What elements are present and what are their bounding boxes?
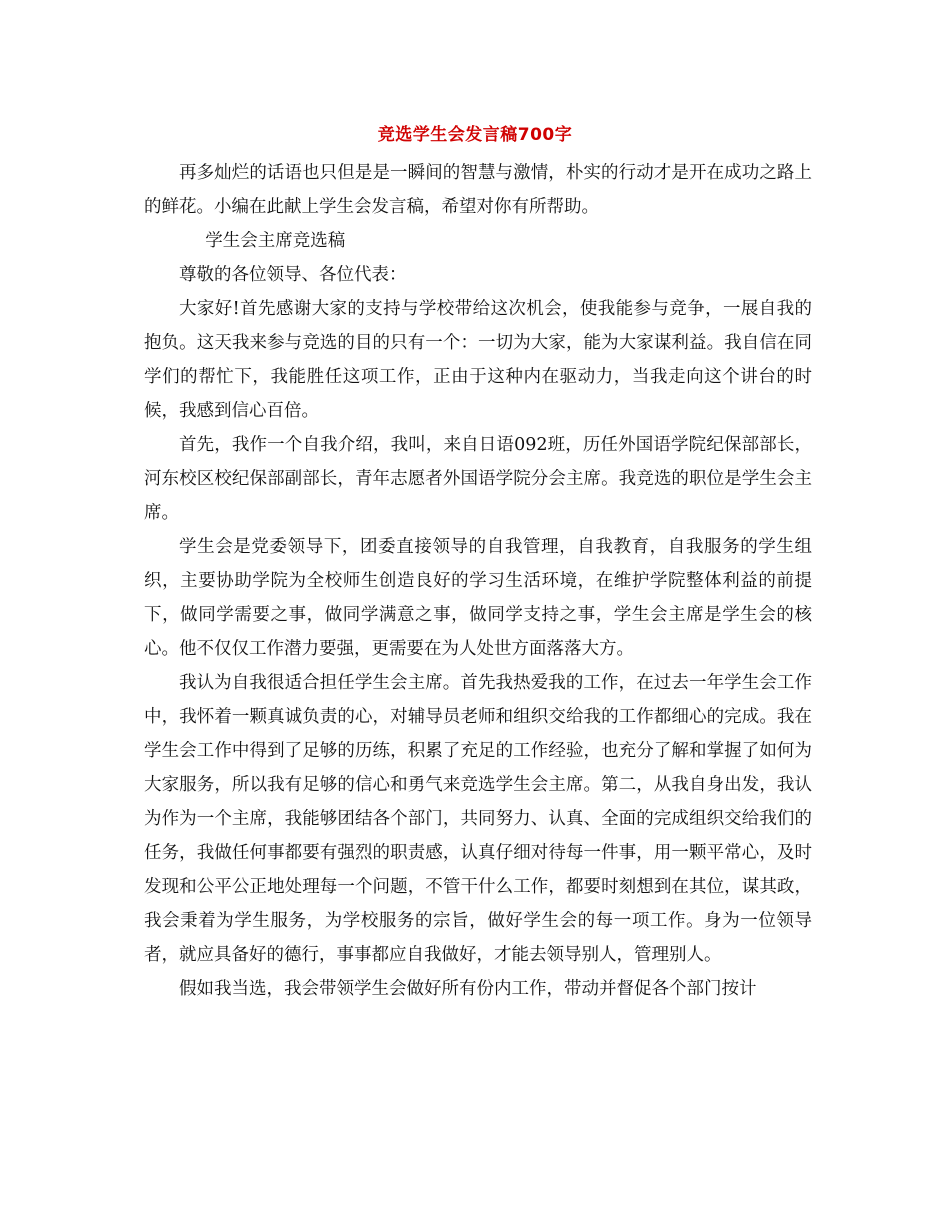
- document-title: 竞选学生会发言稿700字: [377, 125, 573, 145]
- salutation: 尊敬的各位领导、各位代表：: [179, 265, 407, 285]
- body-paragraph-qualification: 我认为自我很适合担任学生会主席。首先我热爱我的工作，在过去一年学生会工作中，我怀着一颗真诚负责的心，对辅导员老师和组织交给我的工作都细心的完成。我在学生会工作中得到了足够的历练，积累了充足的工作经验，也充分了解和掌握了如何为大家服务，所以我有足够的信心和勇气来竞选学生会主席。第二，从我自身出发，我认为作为一个主席，我能够团结各个部门，共同努力、认真、全面的完成组织交给我们的任务，我做任何事都要有强烈的职责感，认真仔细对待每一件事，用一颗平常心，及时发现和公平公正地处理每一个问题，不管干什么工作，都要时刻想到在其位，谋其政，我会秉着为学生服务，为学校服务的宗旨，做好学生会的每一项工作。身为一位领导者，就应具备好的德行，事事都应自我做好，才能去领导别人，管理别人。: [144, 673, 812, 965]
- document-body: [144, 156, 812, 1006]
- body-paragraph-introduction: 首先，我作一个自我介绍，我叫，来自日语092班，历任外国语学院纪保部部长，河东校区校纪保部副部长，青年志愿者外国语学院分会主席。我竞选的职位是学生会主席。: [144, 435, 812, 523]
- body-paragraph-greeting: 大家好!首先感谢大家的支持与学校带给这次机会，使我能参与竞争，一展自我的抱负。这天我来参与竞选的目的只有一个：一切为大家，能为大家谋利益。我自信在同学们的帮忙下，我能胜任这项工作，正由于这种内在驱动力，当我走向这个讲台的时候，我感到信心百倍。: [144, 299, 812, 421]
- body-paragraph-student-union: 学生会是党委领导下，团委直接领导的自我管理，自我教育，自我服务的学生组织，主要协助学院为全校师生创造良好的学习生活环境，在维护学院整体利益的前提下，做同学需要之事，做同学满意之事，做同学支持之事，学生会主席是学生会的核心。他不仅仅工作潜力要强，更需要在为人处世方面落落大方。: [144, 537, 812, 659]
- intro-paragraph: 再多灿烂的话语也只但是是一瞬间的智慧与激情，朴实的行动才是开在成功之路上的鲜花。小编在此献上学生会发言稿，希望对你有所帮助。: [144, 163, 812, 217]
- section-heading: 学生会主席竞选稿: [205, 231, 346, 251]
- body-paragraph-plan: 假如我当选，我会带领学生会做好所有份内工作，带动并督促各个部门按计: [179, 979, 757, 999]
